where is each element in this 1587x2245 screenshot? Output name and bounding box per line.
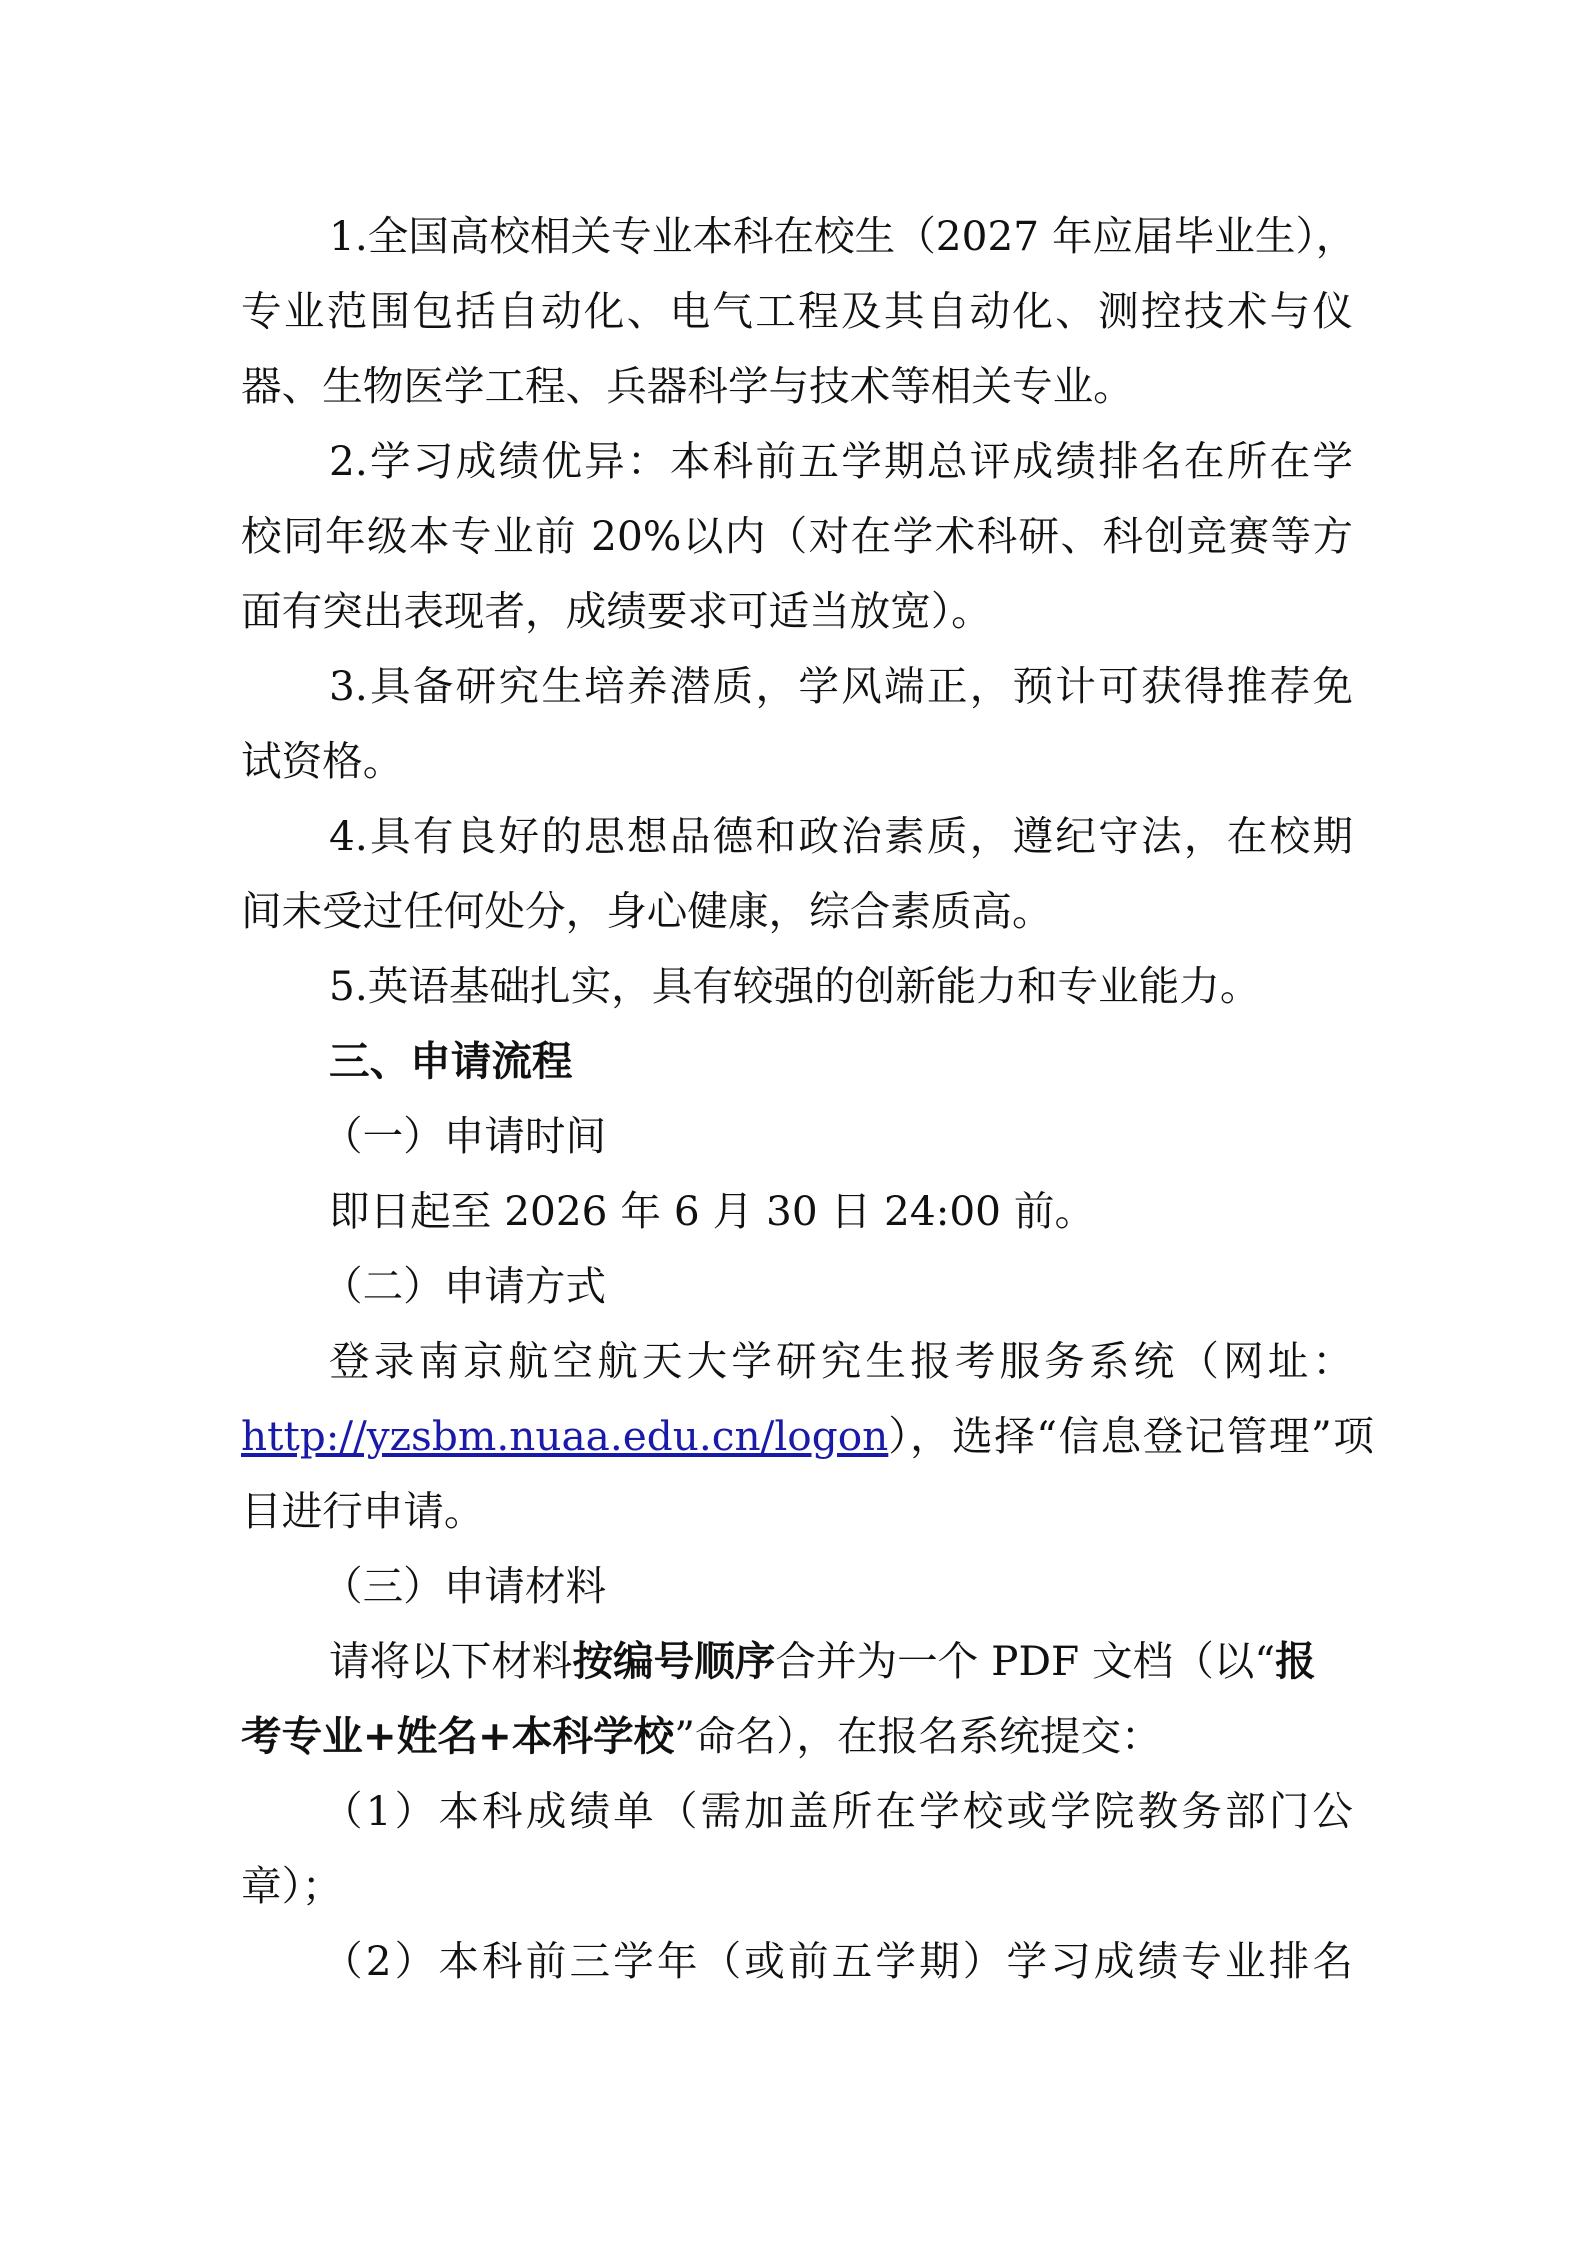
subheading-application-method: （二）申请方式 [322,1262,607,1310]
materials-order-emphasis: 按编号顺序 [572,1637,776,1685]
requirement-4-line-2: 间未受过任何处分，身心健康，综合素质高。 [241,887,1053,935]
materials-instruction-text: 请将以下材料 [329,1637,573,1685]
filename-format-emphasis-start: 报 [1275,1637,1316,1685]
subheading-application-time: （一）申请时间 [322,1112,607,1160]
requirement-3-line-1: 3.具备研究生培养潜质，学风端正，预计可获得推荐免 [329,662,1353,710]
requirement-2-line-3: 面有突出表现者，成绩要求可适当放宽）。 [241,587,992,635]
materials-merge-text: 合并为一个 PDF 文档（以“ [775,1637,1276,1685]
application-deadline: 即日起至 2026 年 6 月 30 日 24:00 前。 [329,1187,1096,1235]
requirement-3-line-2: 试资格。 [241,737,404,785]
requirement-1-line-3: 器、生物医学工程、兵器科学与技术等相关专业。 [241,362,1134,410]
application-method-line-2 [241,1406,1376,1466]
requirement-2-line-2: 校同年级本专业前 20%以内（对在学术科研、科创竞赛等方 [241,512,1353,560]
material-item-1-line-1: （1）本科成绩单（需加盖所在学校或学院教务部门公 [322,1787,1353,1835]
materials-instruction-line-2 [241,1706,1353,1766]
requirement-1-line-2: 专业范围包括自动化、电气工程及其自动化、测控技术与仪 [241,287,1353,335]
registration-link[interactable]: http://yzsbm.nuaa.edu.cn/logon [241,1412,889,1460]
requirement-4-line-1: 4.具有良好的思想品德和政治素质，遵纪守法，在校期 [329,812,1353,860]
application-method-line-3: 目进行申请。 [241,1487,485,1535]
materials-instruction-line-1 [329,1631,1353,1691]
application-method-line-2-rest: ），选择“信息登记管理”项 [888,1412,1376,1460]
requirement-5-line: 5.英语基础扎实，具有较强的创新能力和专业能力。 [329,962,1261,1010]
section-heading-application-process: 三、申请流程 [329,1037,573,1085]
subheading-application-materials: （三）申请材料 [322,1562,607,1610]
requirement-2-line-1: 2.学习成绩优异：本科前五学期总评成绩排名在所在学 [329,437,1353,485]
application-method-line-1: 登录南京航空航天大学研究生报考服务系统（网址： [329,1337,1353,1385]
requirement-1-line-1: 1.全国高校相关专业本科在校生（2027 年应届毕业生）， [329,212,1357,260]
material-item-2-line-1: （2）本科前三学年（或前五学期）学习成绩专业排名 [322,1937,1353,1985]
filename-format-emphasis: 考专业+姓名+本科学校 [241,1712,675,1760]
materials-submit-text: ”命名），在报名系统提交： [674,1712,1162,1760]
material-item-1-line-2: 章）； [241,1862,343,1910]
